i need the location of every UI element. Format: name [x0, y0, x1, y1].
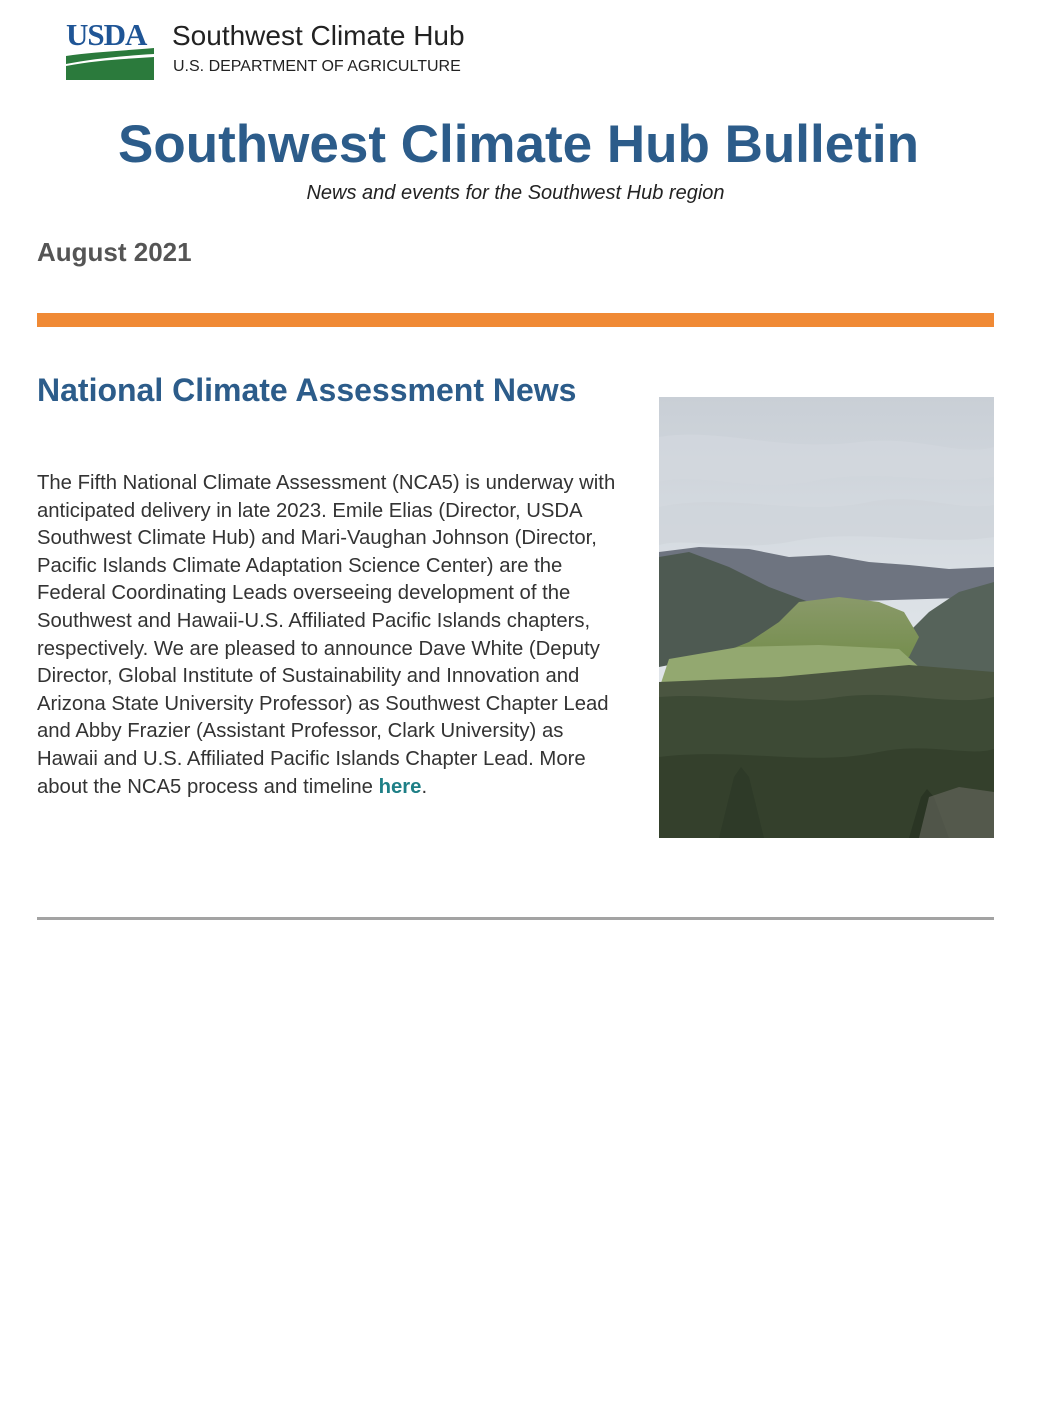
section-heading: National Climate Assessment News [37, 372, 577, 408]
hub-name: Southwest Climate Hub [172, 20, 465, 51]
bulletin-subtitle: News and events for the Southwest Hub region [306, 182, 725, 204]
gray-divider [37, 917, 994, 920]
article-body-trailing: . [421, 775, 428, 798]
usda-logo-text: USDA [66, 17, 147, 52]
department-name: U.S. DEPARTMENT OF AGRICULTURE [173, 58, 461, 75]
issue-date: August 2021 [37, 237, 192, 267]
mountain-valley-photo [659, 397, 994, 838]
article-body-text: The Fifth National Climate Assessment (NCA5) is underway with anticipated delivery in late 2023. Emile Elias (Director, USDA Southwest Climate Hub) and Mari-Vaughan Johnson (Director, Pacific Islands Climate Adaptation Science Center) are the Federal Coordinating Leads overseeing development of the Southwest and Hawaii-U.S. Affiliated Pacific Islands chapters, respectively. We are pleased to announce Dave White (Deputy Director, Global Institute of Sustainability and Innovation and Arizona State University Professor) as Southwest Chapter Lead and Abby Frazier (Assistant Professor, Clark University) as Hawaii and U.S. Affiliated Pacific Islands Chapter Lead. More about the NCA5 process and timeline [37, 472, 616, 798]
usda-logo [66, 18, 526, 82]
bulletin-title: Southwest Climate Hub Bulletin [118, 115, 919, 174]
orange-divider [37, 313, 994, 327]
here-link[interactable]: here [378, 775, 422, 798]
article-body [37, 470, 617, 801]
